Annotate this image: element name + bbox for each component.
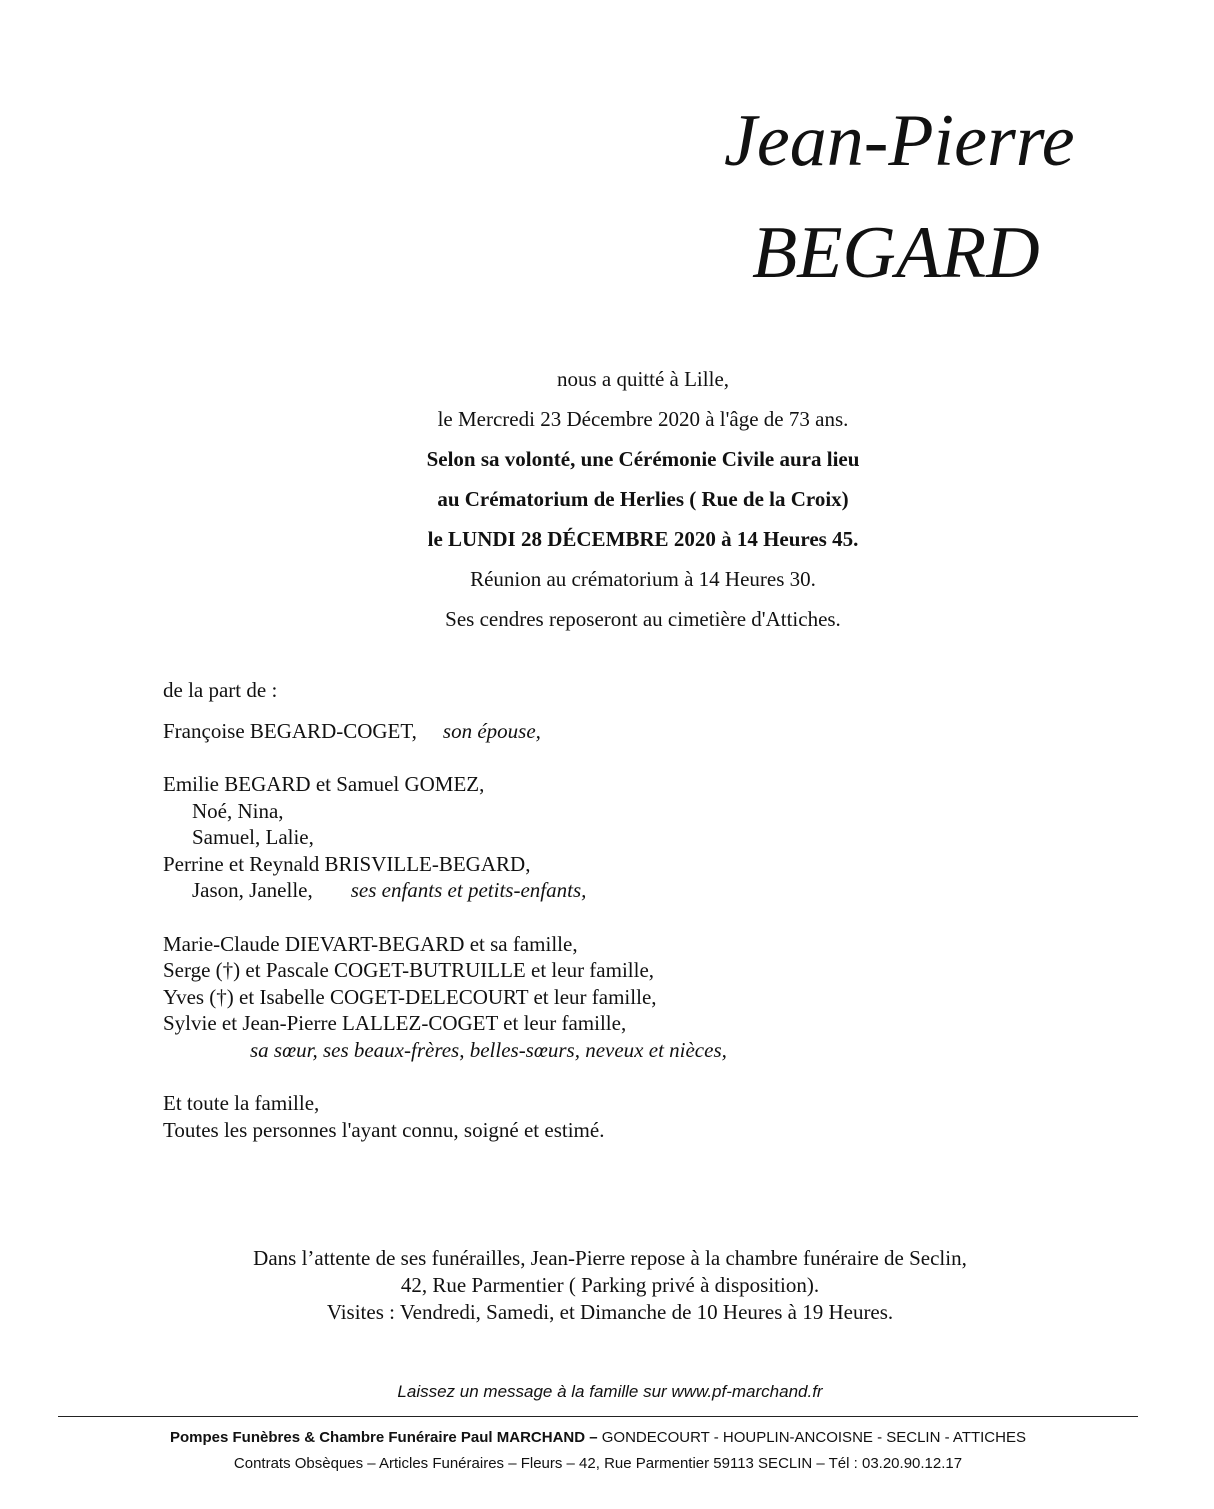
announcement-line: nous a quitté à Lille,: [556, 367, 730, 391]
siblings-relation: sa sœur, ses beaux-frères, belles-sœurs, neveux et nièces,: [250, 1037, 727, 1062]
deceased-first-name: Jean-Pierre: [724, 100, 1075, 182]
meeting-line: Réunion au crématorium à 14 Heures 30.: [470, 567, 816, 591]
family-member: Serge (†) et Pascale COGET-BUTRUILLE et leur famille,: [163, 958, 655, 982]
ceremony-location: au Crématorium de Herlies ( Rue de la Croix): [437, 487, 849, 511]
children-row: [163, 877, 727, 904]
family-member: Emilie BEGARD et Samuel GOMEZ,: [163, 772, 485, 796]
visiting-hours: Visites : Vendredi, Samedi, et Dimanche de 10 Heures à 19 Heures.: [326, 1300, 894, 1324]
ceremony-line: Selon sa volonté, une Cérémonie Civile aura lieu: [426, 447, 860, 471]
ashes-line: Ses cendres reposeront au cimetière d'Attiches.: [445, 607, 841, 631]
funeral-home-line: Dans l’attente de ses funérailles, Jean-Pierre repose à la chambre funéraire de Seclin,: [253, 1246, 967, 1270]
announcement-line: le Mercredi 23 Décembre 2020 à l'âge de 73 ans.: [437, 407, 849, 431]
message-link[interactable]: Laissez un message à la famille sur www.pf-marchand.fr: [397, 1382, 823, 1401]
family-member: Sylvie et Jean-Pierre LALLEZ-COGET et leur famille,: [163, 1011, 627, 1035]
family-member: Yves (†) et Isabelle COGET-DELECOURT et leur famille,: [163, 984, 657, 1009]
announcement: [300, 364, 986, 644]
spouse-name: Françoise BEGARD-COGET,: [163, 718, 417, 743]
footer: [60, 1425, 1136, 1477]
family-member: Perrine et Reynald BRISVILLE-BEGARD,: [163, 851, 531, 876]
children-relation: ses enfants et petits-enfants,: [350, 878, 587, 902]
family-intro: de la part de :: [163, 678, 278, 702]
funeral-home-info: [150, 1245, 1070, 1326]
closing-line: Et toute la famille,: [163, 1091, 320, 1115]
funeral-home-address: 42, Rue Parmentier ( Parking privé à disposition).: [400, 1273, 820, 1297]
family-member: Marie-Claude DIEVART-BEGARD et sa famille,: [163, 931, 578, 956]
footer-divider: [58, 1416, 1138, 1417]
company-name: Pompes Funèbres & Chambre Funéraire Paul MARCHAND –: [170, 1429, 598, 1446]
family-member: Samuel, Lalie,: [192, 825, 314, 849]
spouse-relation: son épouse,: [442, 718, 541, 743]
spouse-row: [163, 718, 727, 745]
footer-services: Contrats Obsèques – Articles Funéraires – Fleurs – 42, Rue Parmentier 59113 SECLIN – Tél : 03.20.90.12.17: [233, 1455, 963, 1472]
family-member: Jason, Janelle,: [192, 878, 313, 902]
deceased-last-name: BEGARD: [752, 212, 1040, 294]
company-locations: GONDECOURT - HOUPLIN-ANCOISNE - SECLIN - ATTICHES: [597, 1429, 1026, 1446]
ceremony-date: le LUNDI 28 DÉCEMBRE 2020 à 14 Heures 45.: [427, 527, 859, 551]
family-member: Noé, Nina,: [192, 798, 284, 823]
closing-line: Toutes les personnes l'ayant connu, soigné et estimé.: [163, 1117, 605, 1142]
footer-company-line: [60, 1425, 1136, 1451]
family-list: [163, 677, 727, 1143]
